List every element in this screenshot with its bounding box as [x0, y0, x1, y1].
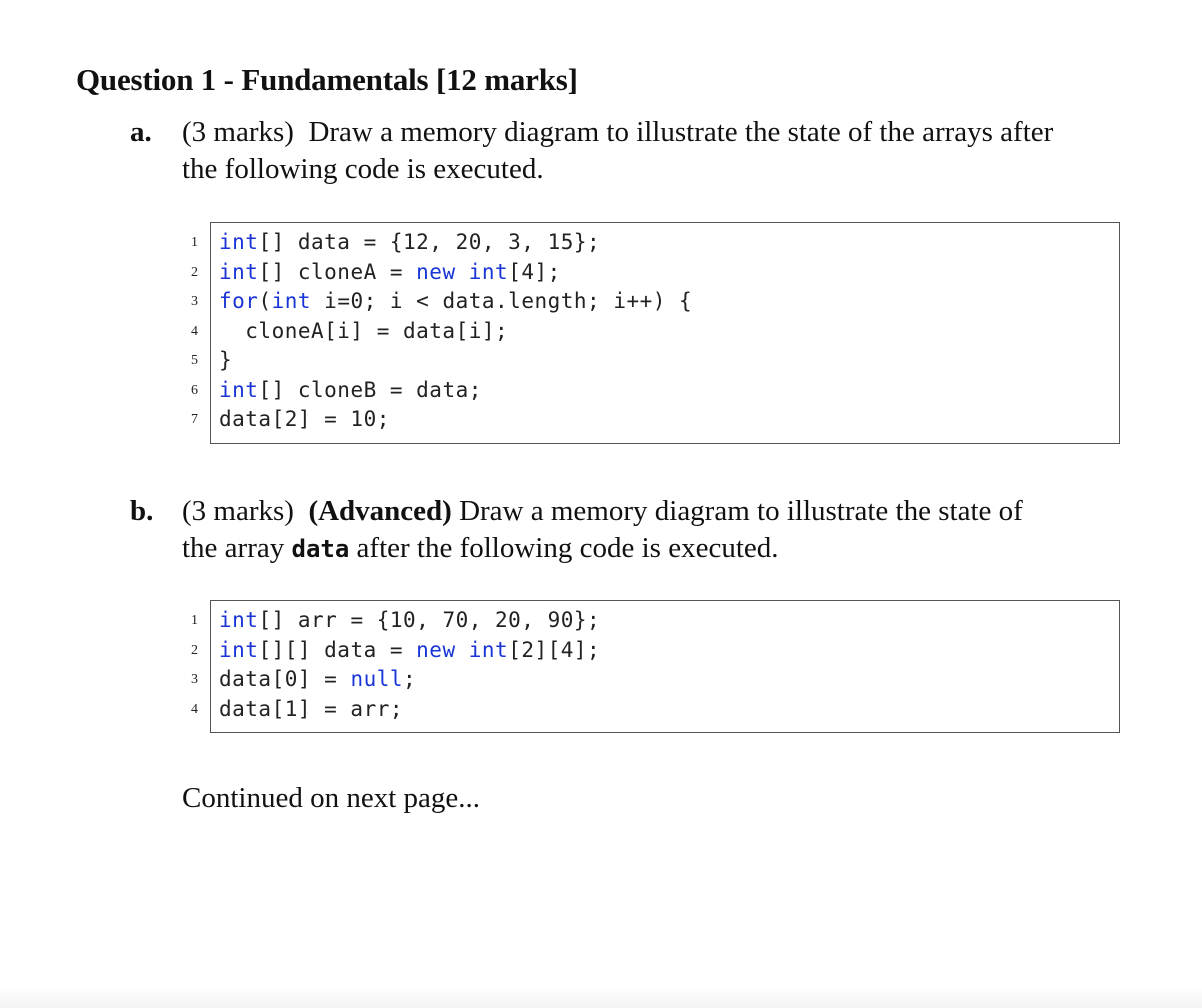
code-token: i=0; i < data.length; i++) { [311, 289, 693, 313]
code-keyword: int [219, 230, 259, 254]
code-token: [] cloneA = [258, 259, 417, 284]
line-number: 4 [191, 323, 198, 339]
code-line [180, 376, 1124, 406]
code-keyword: for [219, 289, 259, 313]
part-a-text-1: Draw a memory diagram to illustrate the state of the arrays after [308, 116, 1054, 148]
part-a-line-1 [182, 114, 1128, 151]
code-keyword: int [219, 608, 259, 632]
code-token: cloneA[i] = data[i]; [219, 318, 509, 343]
code-listing-a [180, 222, 1124, 444]
code-line [180, 228, 1124, 258]
code-token [456, 260, 469, 284]
code-text [219, 606, 600, 636]
line-number: 3 [191, 294, 198, 309]
line-number: 6 [191, 382, 198, 398]
code-keyword: int [468, 259, 509, 284]
code-text [219, 405, 390, 435]
code-token: [][] data = [258, 637, 417, 662]
line-number: 3 [191, 672, 198, 687]
part-b-text-1: Draw a memory diagram to illustrate the state of [459, 495, 1023, 527]
code-text [219, 636, 600, 666]
code-line [180, 636, 1124, 666]
line-number: 2 [191, 642, 198, 658]
code-text [219, 695, 403, 725]
code-text [219, 258, 561, 288]
part-b-label: b. [130, 495, 154, 527]
code-token: [] cloneB = data; [258, 377, 482, 402]
code-keyword: int [468, 637, 509, 662]
code-keyword: int [219, 637, 259, 662]
code-line [180, 258, 1124, 288]
code-line [180, 695, 1124, 725]
code-keyword: new [416, 637, 456, 662]
code-token: [] data = {12, 20, 3, 15}; [258, 230, 601, 254]
continued-note: Continued on next page... [182, 782, 481, 814]
line-number: 4 [191, 701, 198, 717]
code-keyword: new [416, 259, 456, 284]
part-b-emphasis: (Advanced) [308, 495, 452, 527]
code-text [219, 317, 508, 347]
code-text [219, 228, 600, 258]
code-token: [4]; [508, 259, 561, 284]
code-text [219, 346, 232, 376]
part-a-prompt [182, 114, 1128, 188]
part-b-line-2 [182, 530, 1128, 568]
code-listing-b [180, 600, 1124, 733]
code-text [219, 665, 416, 695]
line-number: 5 [191, 353, 198, 368]
part-a-line-2: the following code is executed. [182, 153, 544, 185]
code-token: [2][4]; [508, 637, 601, 662]
code-keyword: int [219, 377, 259, 402]
line-number: 2 [191, 264, 198, 280]
part-a-marks: (3 marks) [182, 116, 294, 148]
code-line [180, 287, 1124, 317]
code-keyword: null [350, 667, 404, 691]
part-b-marks: (3 marks) [182, 495, 294, 527]
part-b-prompt [182, 493, 1128, 568]
line-number: 1 [191, 613, 198, 628]
question-title: Question 1 - Fundamentals [12 marks] [76, 62, 578, 97]
code-text [219, 287, 692, 317]
part-a-label: a. [130, 116, 152, 148]
code-line [180, 665, 1124, 695]
code-token: [] arr = {10, 70, 20, 90}; [258, 608, 601, 632]
part-b-text-2-pre: the array [182, 532, 285, 564]
code-token: } [219, 348, 233, 372]
code-token [456, 638, 469, 662]
page-bottom-shade [0, 986, 1202, 1008]
code-keyword: int [219, 259, 259, 284]
code-keyword: int [271, 289, 312, 313]
code-token: data[0] = [219, 667, 351, 691]
code-text [219, 376, 482, 406]
code-token: ; [403, 667, 417, 691]
code-line [180, 317, 1124, 347]
part-b-inline-code: data [291, 535, 350, 563]
code-line [180, 405, 1124, 435]
line-number: 1 [191, 235, 198, 250]
part-b-line-1 [182, 493, 1128, 530]
code-line [180, 346, 1124, 376]
part-b-text-2-post: after the following code is executed. [356, 532, 779, 564]
code-line [180, 606, 1124, 636]
line-number: 7 [191, 412, 198, 427]
code-token: data[2] = 10; [219, 407, 390, 431]
code-token: ( [258, 289, 272, 313]
code-token: data[1] = arr; [219, 696, 404, 721]
